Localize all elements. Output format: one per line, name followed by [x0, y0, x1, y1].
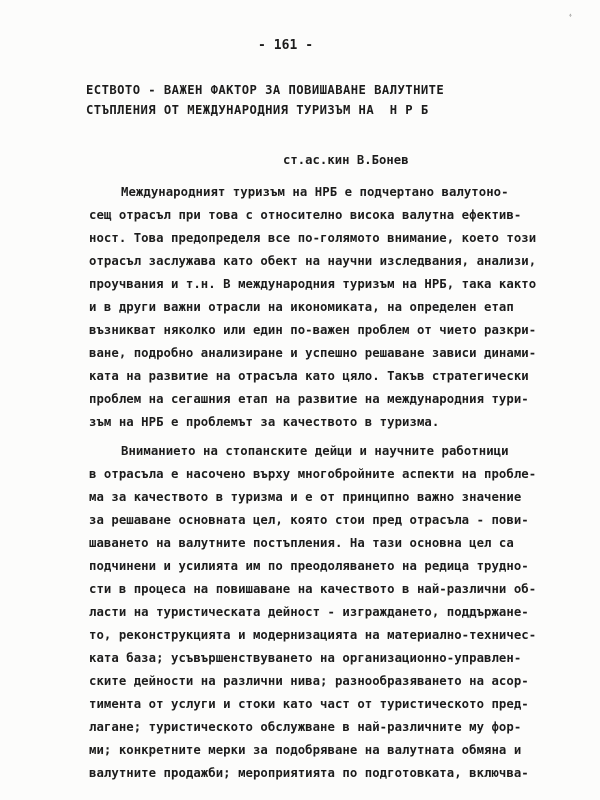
paragraph-2-line-1: Вниманието на стопанските дейци и научните работници: [121, 444, 509, 458]
paragraph-2-line-13: лагане; туристическото обслужване в най-различните му фор-: [89, 720, 522, 734]
paragraph-1-line-6: и в други важни отрасли на икономиката, на определен етап: [89, 300, 514, 314]
paragraph-2-line-7: сти в процеса на повишаване на качеството в най-различни об-: [89, 582, 537, 596]
paragraph-2-line-10: ката база; усъвършенствуването на организационно-управлен-: [89, 651, 522, 665]
paragraph-2-line-14: ми; конкретните мерки за подобряване на валутната обмяна и: [89, 743, 522, 757]
paragraph-2-line-15: валутните продажби; мероприятията по подготовката, включва-: [89, 766, 529, 780]
title-line-1: ЕСТВОТО - ВАЖЕН ФАКТОР ЗА ПОВИШАВАНЕ ВАЛУТНИТЕ: [86, 83, 445, 97]
paragraph-2-line-9: то, реконструкцията и модернизацията на материално-техничес-: [89, 628, 537, 642]
paragraph-1-line-4: отрасъл заслужава като обект на научни изследвания, анализи,: [89, 254, 537, 268]
paragraph-1-line-11: зъм на НРБ е проблемът за качеството в туризма.: [89, 415, 440, 429]
paragraph-1-line-7: възникват няколко или един по-важен проблем от чието разкри-: [89, 323, 537, 337]
title-line-2: СТЪПЛЕНИЯ ОТ МЕЖДУНАРОДНИЯ ТУРИЗЪМ НА Н Р Б: [86, 103, 429, 117]
paragraph-2-line-5: шаването на валутните постъпления. На тази основна цел са: [89, 536, 514, 550]
paragraph-1-line-9: ката на развитие на отрасъла като цяло. Такъв стратегически: [89, 369, 529, 383]
page-number: - 161 -: [258, 38, 314, 53]
paragraph-2-line-12: тимента от услуги и стоки като част от туристическото пред-: [89, 697, 529, 711]
scan-speck-mark: ⸗: [566, 10, 574, 20]
paragraph-2-line-6: подчинени и усилията им по преодоляването на редица трудно-: [89, 559, 529, 573]
paragraph-2-line-3: ма за качеството в туризма и е от принципно важно значение: [89, 490, 522, 504]
paragraph-2-line-4: за решаване основната цел, която стои пред отрасъла - пови-: [89, 513, 529, 527]
paragraph-1-line-5: проучвания и т.н. В международния туризъм на НРБ, така както: [89, 277, 537, 291]
paragraph-2-line-2: в отрасъла е насочено върху многобройните аспекти на пробле-: [89, 467, 537, 481]
author-line: ст.ас.кин В.Бонев: [283, 153, 409, 167]
paragraph-1-line-1: Международният туризъм на НРБ е подчертано валутоно-: [121, 185, 509, 199]
paragraph-1-line-8: ване, подробно анализиране и успешно решаване зависи динами-: [89, 346, 537, 360]
paragraph-1-line-2: сещ отрасъл при това с относително висока валутна ефектив-: [89, 208, 522, 222]
paragraph-2-line-8: ласти на туристическата дейност - изграждането, поддържане-: [89, 605, 529, 619]
paragraph-1-line-10: проблем на сегашния етап на развитие на международния тури-: [89, 392, 529, 406]
paragraph-1-line-3: ност. Това предопределя все по-голямото внимание, което този: [89, 231, 537, 245]
paragraph-2-line-11: ските дейности на различни нива; разнообразяването на асор-: [89, 674, 529, 688]
